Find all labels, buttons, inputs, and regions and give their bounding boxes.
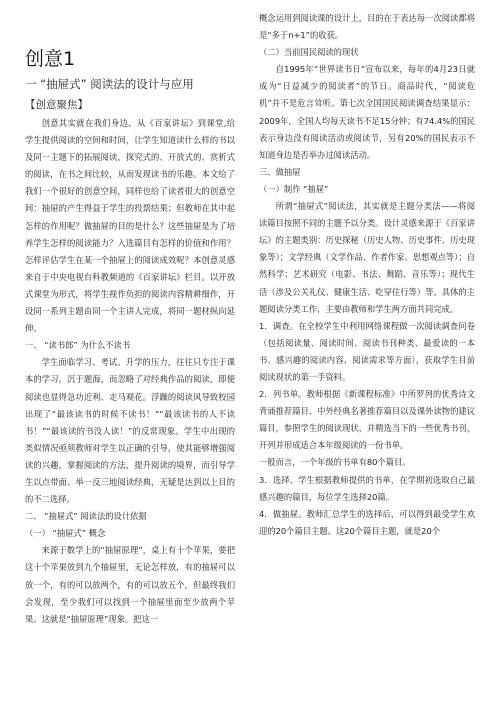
paragraph-method: 所谓“抽屉式”阅读法，其实就是主题分类法——将阅读篇目按照不同的主题予以分类。设计灵感来源于《百家讲坛》的主题类别：历史探秘（历史人物、历史事件、历史现象等）；文学经典（文学作品、作者作家、思想观点等）；自然科学；艺术研究（电影、书法、舞蹈、音乐等）；现代生活（涉及公关礼仪、健康生活、吃穿住行等）等。具体的主题阅读分类工作，主要由教师和学生两方面共同完成。 xyxy=(259,201,475,314)
paragraph-2: 学生面临学习、考试、升学的压力，往往只专注于课本的学习，沉于题海，而忽略了对经典作品的阅读，即便阅读也显得急功近利、走马观花。浮躁的阅读风导致校园出现了“最该读书的时候不读书！”“最该读书的人不读书！”“最该读的书没人读！”的反常现象。学生中出现的类似情况亟须教师对学生以正确的引导，使其能够增强阅读的兴趣，掌握阅读的方法，提升阅读的境界，而引导学生以点带面、举一反三地阅读经典，无疑是达到以上目的的不二选择。 xyxy=(25,357,235,505)
heading-status: （二）当前国民阅读的现状 xyxy=(259,47,359,58)
heading-1: 一、 “读书郎” 为什么不读书 xyxy=(25,340,131,351)
step-choose: 3．选择。学生根据教师提供的书单，在学期初选取自己最感兴趣的篇目，每位学生选择20篇。 xyxy=(259,474,475,502)
paragraph-status: 自1995年“世界读书日”宣布以来，每年的4月23日就成为“日益减少的阅读者”的节日。商品时代，“阅读危机”并不是危言耸听。第七次全国国民阅读调查结果显示：2009年，全国人均每天读书不足15分钟；有74.4%的国民表示身边没有阅读活动或阅读节，另有20%的国民表示不知道身边是否举办过阅读活动。 xyxy=(259,64,475,160)
heading-make-drawer: 三、做抽屉 xyxy=(259,166,301,177)
heading-2: 二、 “抽屉式” 阅读法的设计依据 xyxy=(25,511,147,522)
section-heading: 【创意聚焦】 xyxy=(25,99,88,111)
left-column xyxy=(25,0,235,628)
step-survey: 1．调查。在全校学生中利用网络课程做一次阅读调查问卷（包括阅读量、阅读时间、阅读书刊种类、最爱读的一本书、感兴趣的阅读内容、阅读需求等方面），获取学生目前阅读现状的第一手资料。 xyxy=(259,320,475,382)
paragraph-3: 来源于数学上的“抽屉原理”，桌上有十个苹果，要把这十个苹果放到九个抽屉里，无论怎样放，有的抽屉可以放一个，有的可以放两个，有的可以放五个，但最终我们会发现，至少我们可以找到一个抽屉里面至少放两个苹果。这就是“抽屉原理”现象。把这一 xyxy=(25,545,235,624)
right-column xyxy=(259,10,475,540)
step-drawer: 4．做抽屉。教师汇总学生的选择后，可以得到最受学生欢迎的20个篇目主题。这20个篇目主题，就是20个 xyxy=(259,508,475,536)
heading-create-drawer: （一）制作 “抽屉” xyxy=(259,183,329,194)
note-booklist-size: 一般而言，一个年级的书单有80个篇目。 xyxy=(259,457,411,468)
article-subtitle: 一 “抽屉式” 阅读法的设计与应用 xyxy=(25,77,194,91)
step-booklist: 2．列书单。教师根据《新课程标准》中所罗列的优秀诗文背诵推荐篇目、中外经典名著推荐篇目以及课外读物的建议篇目，参照学生的阅读现状，并精选当下的一些优秀书刊，开列并形成适合本年级阅读的一份书单。 xyxy=(259,389,475,451)
paragraph-intro: 创意其实就在我们身边。从《百家讲坛》到课堂,给学生提供阅读的空间和时间，让学生知道读什么样的书以及同一主题下的拓展阅读，探究式的、开放式的、赏析式的阅读，在书之间比较，从而发现读书的乐趣。本文给了我们一个很好的创意空间，同样也给了读者很大的创意空间：抽屉的产生得益于学生的投票结果；但教师在其中起怎样的作用呢？做抽屉的目的是什么？这些抽屉是为了培养学生怎样的阅读能力？入选篇目有怎样的价值和作用？怎样评估学生在某一个抽屉上的阅读成效呢？本创意灵感来自于中央电视台科教频道的《百家讲坛》栏目。以开放式课堂为形式，将学生视作负担的阅读内容精耕细作，开设同一系列主题由同一个主讲人完成，将同一题材纵向延伸。 xyxy=(25,118,235,334)
paragraph-continued: 概念运用到阅读课的设计上，目的在于表达每一次阅读都将是“多于n+1”的收获。 xyxy=(259,13,475,41)
heading-3: （一） “抽屉式” 概念 xyxy=(25,528,106,539)
page-title: 创意1 xyxy=(25,48,76,70)
